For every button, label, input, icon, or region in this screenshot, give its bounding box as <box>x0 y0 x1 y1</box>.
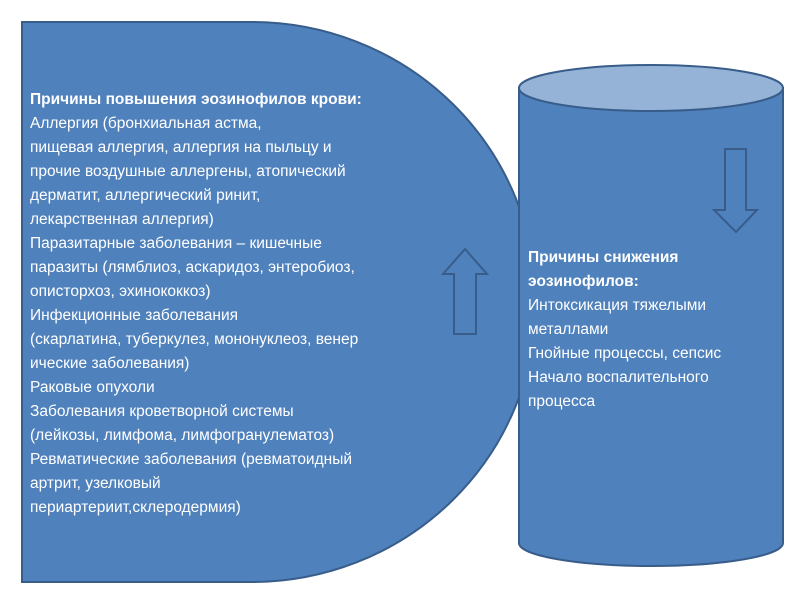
increase-line: (скарлатина, туберкулез, мононуклеоз, венер <box>30 331 359 348</box>
increase-line: Паразитарные заболевания – кишечные <box>30 235 322 252</box>
increase-line: Ревматические заболевания (ревматоидный <box>30 451 352 468</box>
increase-line: паразиты (лямблиоз, аскаридоз, энтеробиоз, <box>30 259 355 276</box>
increase-line: Аллергия (бронхиальная астма, <box>30 115 262 132</box>
increase-line: Заболевания кроветворной системы <box>30 403 294 420</box>
increase-line: лекарственная аллергия) <box>30 211 214 228</box>
decrease-line: Гнойные процессы, сепсис <box>528 345 722 362</box>
increase-line: пищевая аллергия, аллергия на пыльцу и <box>30 139 332 156</box>
increase-line: (лейкозы, лимфома, лимфогранулематоз) <box>30 427 335 444</box>
decrease-title: эозинофилов: <box>528 273 639 290</box>
increase-line: артрит, узелковый <box>30 475 161 492</box>
decrease-line: металлами <box>528 321 609 338</box>
increase-line: Раковые опухоли <box>30 379 155 396</box>
increase-line: дерматит, аллергический ринит, <box>30 187 261 204</box>
increase-line: Инфекционные заболевания <box>30 307 239 324</box>
increase-title: Причины повышения эозинофилов крови: <box>30 91 362 108</box>
cylinder-top <box>519 65 783 111</box>
increase-line: периартериит,склеродермия) <box>30 499 241 516</box>
decrease-causes-text <box>528 246 721 414</box>
decrease-title: Причины снижения <box>528 249 679 266</box>
increase-causes-text <box>30 88 362 520</box>
increase-line: прочие воздушные аллергены, атопический <box>30 163 346 180</box>
increase-line: ические заболевания) <box>30 355 190 372</box>
decrease-line: Начало воспалительного <box>528 369 709 386</box>
increase-line: описторхоз, эхинококкоз) <box>30 283 211 300</box>
decrease-line: Интоксикация тяжелыми <box>528 297 707 314</box>
decrease-line: процесса <box>528 393 596 410</box>
